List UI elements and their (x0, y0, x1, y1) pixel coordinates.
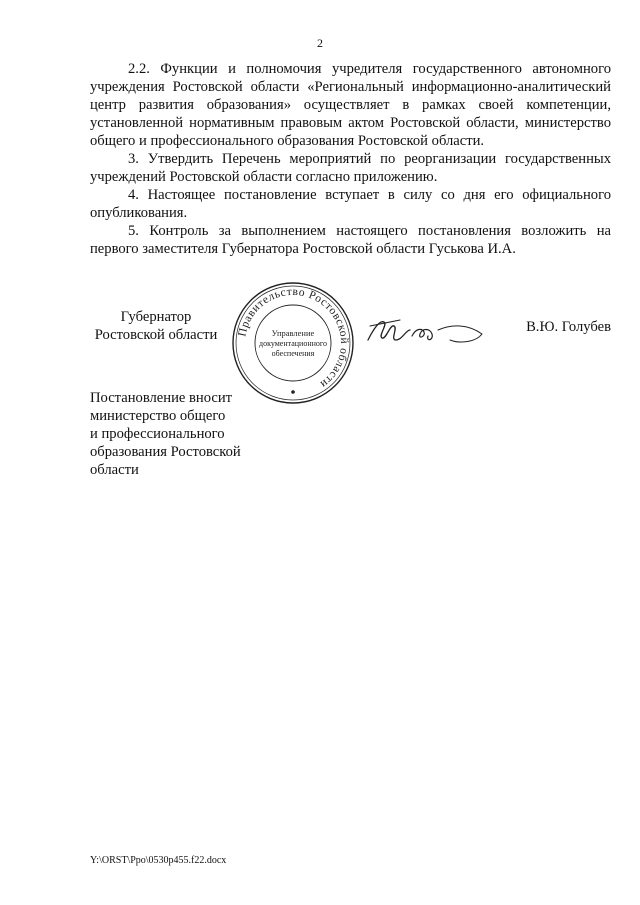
file-path-footer: Y:\ORST\Ppo\0530p455.f22.docx (90, 855, 227, 866)
paragraph-4: 4. Настоящее постановление вступает в силу со дня его официального опубликования. (90, 187, 611, 221)
resolution-body (90, 60, 611, 258)
seal-center-line3: обеспечения (271, 349, 315, 358)
introduced-by-line4: образования Ростовской (90, 444, 241, 460)
introduced-by-line2: министерство общего (90, 408, 226, 424)
governor-title (90, 308, 222, 344)
handwritten-signature (360, 310, 490, 350)
signature-block (90, 285, 611, 400)
paragraph-3: 3. Утвердить Перечень мероприятий по реорганизации государственных учреждений Ростовской области согласно приложению. (90, 151, 611, 185)
governor-title-line1: Губернатор (120, 309, 192, 325)
paragraph-2-2: 2.2. Функции и полномочия учредителя государственного автономного учреждения Ростовской области «Региональный информационно-аналитический центр развития образования» осуществляет в рамках своей компетенции, установленной нормативным правовым актом Ростовской области, министерство общего и профессионального образования Ростовской области. (90, 61, 611, 149)
introduced-by-line3: и профессионального (90, 426, 225, 442)
paragraph-5: 5. Контроль за выполнением настоящего постановления возложить на первого заместителя Губернатора Ростовской области Гуськова И.А. (90, 223, 611, 257)
governor-name: В.Ю. Голубев (526, 319, 611, 335)
introduced-by-block (90, 389, 270, 479)
page-number: 2 (317, 36, 323, 50)
governor-title-line2: Ростовской области (94, 327, 218, 343)
seal-ring-text: Правительство Ростовской области (236, 285, 351, 391)
seal-center-line2: документационного (259, 339, 327, 348)
seal-center-line1: Управление (271, 328, 315, 338)
introduced-by-line5: области (90, 462, 139, 478)
introduced-by-line1: Постановление вносит (90, 390, 233, 406)
official-seal-stamp (230, 280, 356, 406)
